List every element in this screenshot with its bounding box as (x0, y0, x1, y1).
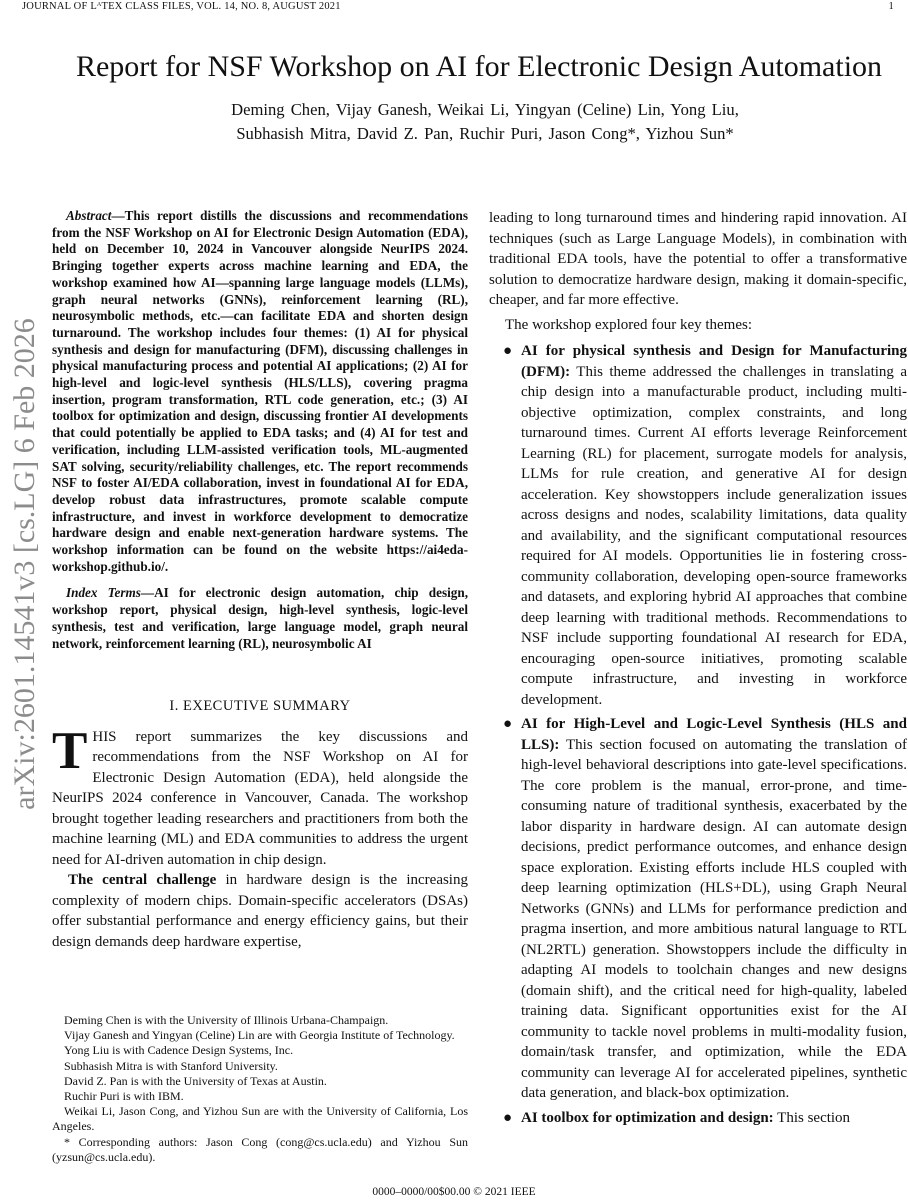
footnote: Weikai Li, Jason Cong, and Yizhou Sun are with the University of California, Los Angeles. (52, 1104, 468, 1134)
themes-intro: The workshop explored four key themes: (505, 316, 753, 333)
footnote: Vijay Ganesh and Yingyan (Celine) Lin are with Georgia Institute of Technology. (64, 1028, 455, 1043)
theme-title: AI toolbox for optimization and design: (521, 1109, 774, 1126)
bullet-icon: ● (503, 1109, 513, 1126)
abstract-lead: Abstract (66, 208, 112, 223)
abstract (52, 208, 468, 575)
bullet-icon: ● (503, 716, 513, 732)
footnote: David Z. Pan is with the University of Texas at Austin. (64, 1073, 327, 1088)
index-terms-lead: Index Terms (66, 585, 141, 601)
list-item (489, 714, 907, 1104)
footnote: Yong Liu is with Cadence Design Systems, Inc. (64, 1043, 294, 1058)
theme-title: AI for physical synthesis and Design for Manufacturing (DFM): (521, 343, 907, 380)
intro-paragraph (52, 721, 468, 871)
continuation-paragraph: leading to long turnaround times and hindering rapid innovation. AI techniques (such as Large Language Models), in combination with traditional EDA tools, have the potential to offer a transformative solution to democratize hardware design, making it domain-specific, cheaper, and far more effective. (489, 210, 907, 308)
challenge-bold: The central challenge (68, 872, 217, 889)
intro-text: HIS report summarizes the key discussions and recommendations from the NSF Workshop on AI for Electronic Design Automation (EDA), held alongside the NeurIPS 2024 conference in Vancouver, Canada. The workshop brought together leading researchers and practitioners from both the machine learning (ML) and EDA communities to address the urgent need for AI-driven automation in chip design. (52, 728, 468, 868)
authors-line-2: Subhasish Mitra, David Z. Pan, Ruchir Puri, Jason Cong*, Yizhou Sun* (236, 124, 734, 143)
footnote: Subhasish Mitra is with Stanford University. (64, 1058, 278, 1073)
footnote: Deming Chen is with the University of Illinois Urbana-Champaign. (64, 1013, 389, 1027)
footnote: * Corresponding authors: Jason Cong (cong@cs.ucla.edu) and Yizhou Sun (yzsun@cs.ucla.edu). (52, 1134, 468, 1164)
bullet-icon: ● (503, 343, 513, 359)
journal-info: JOURNAL OF LᴬTEX CLASS FILES, VOL. 14, NO. 8, AUGUST 2021 (22, 1, 341, 12)
list-item (489, 341, 907, 710)
theme-text: This section (773, 1109, 851, 1126)
page-number: 1 (888, 1, 894, 12)
copyright-footer: 0000–0000/00$00.00 © 2021 IEEE (372, 1186, 536, 1198)
theme-title: AI for High-Level and Logic-Level Synthesis (HLS and LLS): (521, 716, 907, 753)
theme-text: This theme addressed the challenges in translating a chip design into a manufacturable product, including multi-objective optimization, complex constraints, and long turnaround times. Current AI efforts leverage Reinforcement Learning (RL) for placement, surrogate models for analysis, LLMs for rule creation, and generative AI for design acceleration. Key showstoppers include generalization issues across designs and nodes, scalability limitations, data quality and availability, and the significant computational resources required for AI models. Opportunities lie in fostering cross-community collaboration, developing open-source frameworks and datasets, and exploring hybrid AI approaches that combine deep learning with traditional methods. Recommendations to NSF include supporting foundational AI research for EDA, encouraging open-source initiatives, promoting scalable compute infrastructure, and investing in workforce development. (521, 363, 907, 708)
challenge-text: in hardware design is the increasing complexity of modern chips. Domain-specific accelerators (DSAs) offer substantial performance and energy efficiency gains, but their design demands deep hardware expertise, (52, 872, 468, 950)
index-terms-text: —AI for electronic design automation, chip design, workshop report, physical design, high-level synthesis, logic-level synthesis, test and verification, large language model, graph neural network, reinforcement learning (RL), neurosymbolic AI (52, 585, 468, 651)
footnote: Ruchir Puri is with IBM. (64, 1089, 184, 1104)
running-header (22, 0, 894, 18)
abstract-text: —This report distills the discussions and recommendations from the NSF Workshop on AI for Electronic Design Automation (EDA), held on December 10, 2024 in Vancouver alongside NeurIPS 2024. Bringing together experts across machine learning and EDA, the workshop examined how AI—spanning large language models (LLMs), graph neural networks (GNNs), reinforcement learning (RL), neurosymbolic methods, etc.—can facilitate EDA and shorten design turnaround. The workshop includes four themes: (1) AI for physical synthesis and design for manufacturing (DFM), discussing challenges in physical manufacturing process and potential AI applications; (2) AI for high-level and logic-level synthesis (HLS/LLS), covering pragma insertion, program transformation, RTL code generation, etc.; (3) AI toolbox for optimization and design, discussing frontier AI developments that could potentially be applied to EDA tasks; and (4) AI for test and verification, including LLM-assisted verification tools, ML-augmented SAT solving, security/reliability challenges, etc. The report recommends NSF to foster AI/EDA collaboration, invest in foundational AI for EDA, develop robust data infrastructures, promote scalable compute infrastructure, and invest in workforce development to democratize hardware design and enable next-generation hardware systems. The workshop information can be found on the website https://ai4eda-workshop.github.io/. (52, 208, 468, 574)
challenge-paragraph (52, 870, 468, 952)
left-column (52, 208, 468, 952)
footnotes (52, 1013, 468, 1165)
drop-cap: T (52, 721, 88, 780)
list-item (489, 1108, 907, 1129)
index-terms (52, 585, 468, 652)
paper-title: Report for NSF Workshop on AI for Electronic Design Automation (75, 50, 883, 83)
section-heading-executive-summary: I. EXECUTIVE SUMMARY (169, 698, 351, 715)
theme-text: This section focused on automating the translation of high-level behavioral descriptions into gate-level specifications. The core problem is the manual, error-prone, and time-consuming nature of traditional synthesis, exacerbated by the labor disparity in hardware design. AI can automate design decisions, predict performance outcomes, and enhance design space exploration. Existing efforts include HLS coupled with deep learning optimization (HLS+DL), using Graph Neural Networks (GNNs) and LLMs for performance prediction and pragma insertion, and more ambitious natural language to RTL (NL2RTL) generation. Showstoppers include the difficulty in adapting AI models to toolchain changes and new designs (domain shift), and the critical need for high-quality, labeled training data. Significant opportunities exist for the AI community to tackle novel problems in multi-modality fusion, domain/task transfer, and optimization, while the EDA community can leverage AI for accelerated pipelines, synthetic data generation, and black-box optimization. (521, 736, 907, 1101)
themes-list (489, 341, 907, 1128)
right-column (489, 208, 907, 1132)
authors-line-1: Deming Chen, Vijay Ganesh, Weikai Li, Yingyan (Celine) Lin, Yong Liu, (231, 100, 739, 119)
arxiv-stamp: arXiv:2601.14541v3 [cs.LG] 6 Feb 2026 (8, 318, 41, 810)
